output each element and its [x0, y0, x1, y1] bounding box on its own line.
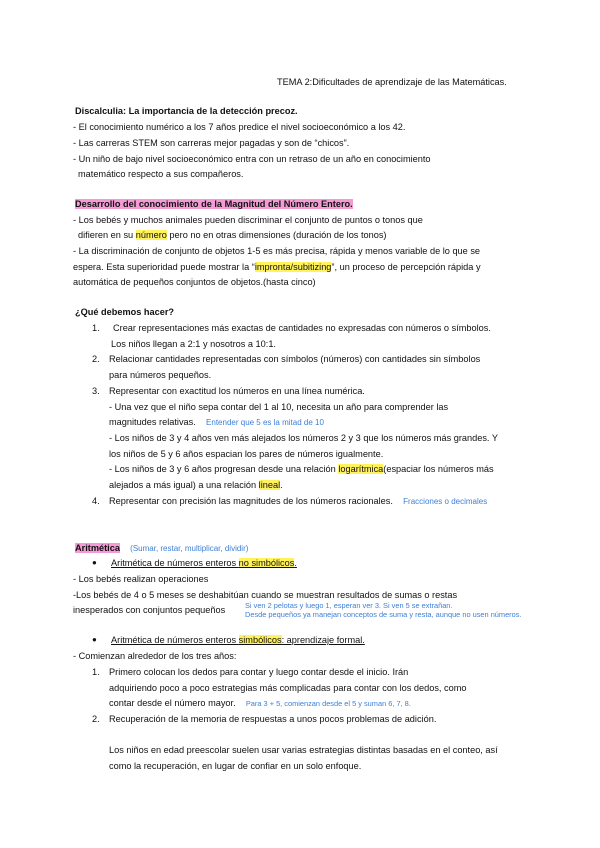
- subheading-simbolicos: Aritmética de números enteros simbólicos: aprendizaje formal.: [111, 635, 365, 645]
- text-line: - Los bebés realizan operaciones: [73, 574, 209, 584]
- document-title: TEMA 2:Dificultades de aprendizaje de las Matemáticas.: [277, 77, 507, 87]
- margin-note: Entender que 5 es la mitad de 10: [206, 418, 324, 427]
- list-item: - Los niños de 3 y 4 años ven más alejados los números 2 y 3 que los números más grandes. Y: [109, 433, 498, 443]
- section-heading-que-hacer: ¿Qué debemos hacer?: [75, 307, 175, 317]
- list-item: magnitudes relativas. Entender que 5 es la mitad de 10: [109, 417, 324, 427]
- list-number: 1.: [92, 667, 100, 677]
- list-item: alejados a más igual) a una relación lineal.: [109, 480, 283, 490]
- list-item: Representar con exactitud los números en una línea numérica.: [109, 386, 365, 396]
- list-item: Representar con precisión las magnitudes de los números racionales. Fracciones o decimales: [109, 496, 488, 506]
- list-number: 3.: [92, 386, 100, 396]
- list-item: Crear representaciones más exactas de cantidades no expresadas con números o símbolos.: [113, 323, 491, 333]
- list-item: Recuperación de la memoria de respuestas a unos pocos problemas de adición.: [109, 714, 437, 724]
- text-line: automática de pequeños conjuntos de objetos.(hasta cinco): [73, 277, 316, 287]
- margin-note: Desde pequeños ya manejan conceptos de suma y resta, aunque no usen números.: [245, 610, 522, 619]
- list-number: 2.: [92, 714, 100, 724]
- text-line: - Los bebés y muchos animales pueden discriminar el conjunto de puntos o tonos que: [73, 215, 423, 225]
- bullet-icon: ●: [92, 635, 97, 644]
- list-number: 4.: [92, 496, 100, 506]
- margin-note: Si ven 2 pelotas y luego 1, esperan ver 3. Si ven 5 se extrañan.: [245, 601, 453, 610]
- highlighted-heading: Desarrollo del conocimiento de la Magnitud del Número Entero.: [75, 199, 353, 209]
- text-line: espera. Esta superioridad puede mostrar la “impronta/subitizing”, un proceso de percepción rápida y: [73, 262, 481, 272]
- text-line: -Los bebés de 4 o 5 meses se deshabitúan cuando se muestran resultados de sumas o restas: [73, 590, 458, 600]
- list-item: Primero colocan los dedos para contar y luego contar desde el inicio. Irán: [109, 667, 409, 677]
- text-line: difieren en su número pero no en otras dimensiones (duración de los tonos): [78, 230, 387, 240]
- subheading-no-simbolicos: Aritmética de números enteros no simbólicos.: [111, 558, 297, 568]
- bullet-icon: ●: [92, 558, 97, 567]
- text-line: Los niños en edad preescolar suelen usar varias estrategias distintas basadas en el conteo, así: [109, 745, 498, 755]
- section-heading-discalculia: Discalculia: La importancia de la detección precoz.: [75, 106, 298, 116]
- highlight-numero: número: [135, 230, 167, 240]
- section-heading-aritmetica: Aritmética (Sumar, restar, multiplicar, dividir): [75, 543, 249, 553]
- list-number: 1.: [92, 323, 100, 333]
- highlight-logaritmica: logarítmica: [338, 464, 384, 474]
- text-line: - La discriminación de conjunto de objetos 1-5 es más precisa, rápida y menos variable de lo que se: [73, 246, 481, 256]
- list-item: - Una vez que el niño sepa contar del 1 al 10, necesita un año para comprender las: [109, 402, 449, 412]
- highlight-impronta: impronta/subitizing: [254, 262, 332, 272]
- text-line: - Un niño de bajo nivel socioeconómico entra con un retraso de un año en conocimiento: [73, 154, 431, 164]
- list-item: Relacionar cantidades representadas con símbolos (números) con cantidades sin símbolos: [109, 354, 481, 364]
- text-line: inesperados con conjuntos pequeños: [73, 605, 226, 615]
- list-item: los niños de 5 y 6 años espacian los pares de números igualmente.: [109, 449, 384, 459]
- list-item: - Los niños de 3 y 6 años progresan desde una relación logarítmica(espaciar los números más: [109, 464, 494, 474]
- list-item: contar desde el número mayor. Para 3 + 5, comienzan desde el 5 y suman 6, 7, 8.: [109, 698, 411, 708]
- list-item: para números pequeños.: [109, 370, 212, 380]
- text-line: - Las carreras STEM son carreras mejor pagadas y son de “chicos”.: [73, 138, 350, 148]
- list-item: Los niños llegan a 2:1 y nosotros a 10:1.: [111, 339, 276, 349]
- margin-note: Para 3 + 5, comienzan desde el 5 y suman 6, 7, 8.: [245, 699, 411, 708]
- list-number: 2.: [92, 354, 100, 364]
- text-line: - Comienzan alrededor de los tres años:: [73, 651, 237, 661]
- margin-note: Fracciones o decimales: [403, 497, 488, 506]
- text-line: - El conocimiento numérico a los 7 años predice el nivel socioeconómico a los 42.: [73, 122, 406, 132]
- highlight-lineal: lineal: [258, 480, 281, 490]
- section-heading-magnitud: [75, 198, 353, 210]
- text-line: como la recuperación, en lugar de confiar en un solo enfoque.: [109, 761, 362, 771]
- list-item: adquiriendo poco a poco estrategias más complicadas para contar con los dedos, como: [109, 683, 467, 693]
- text-line: matemático respecto a sus compañeros.: [78, 169, 244, 179]
- margin-note: (Sumar, restar, multiplicar, dividir): [130, 544, 249, 553]
